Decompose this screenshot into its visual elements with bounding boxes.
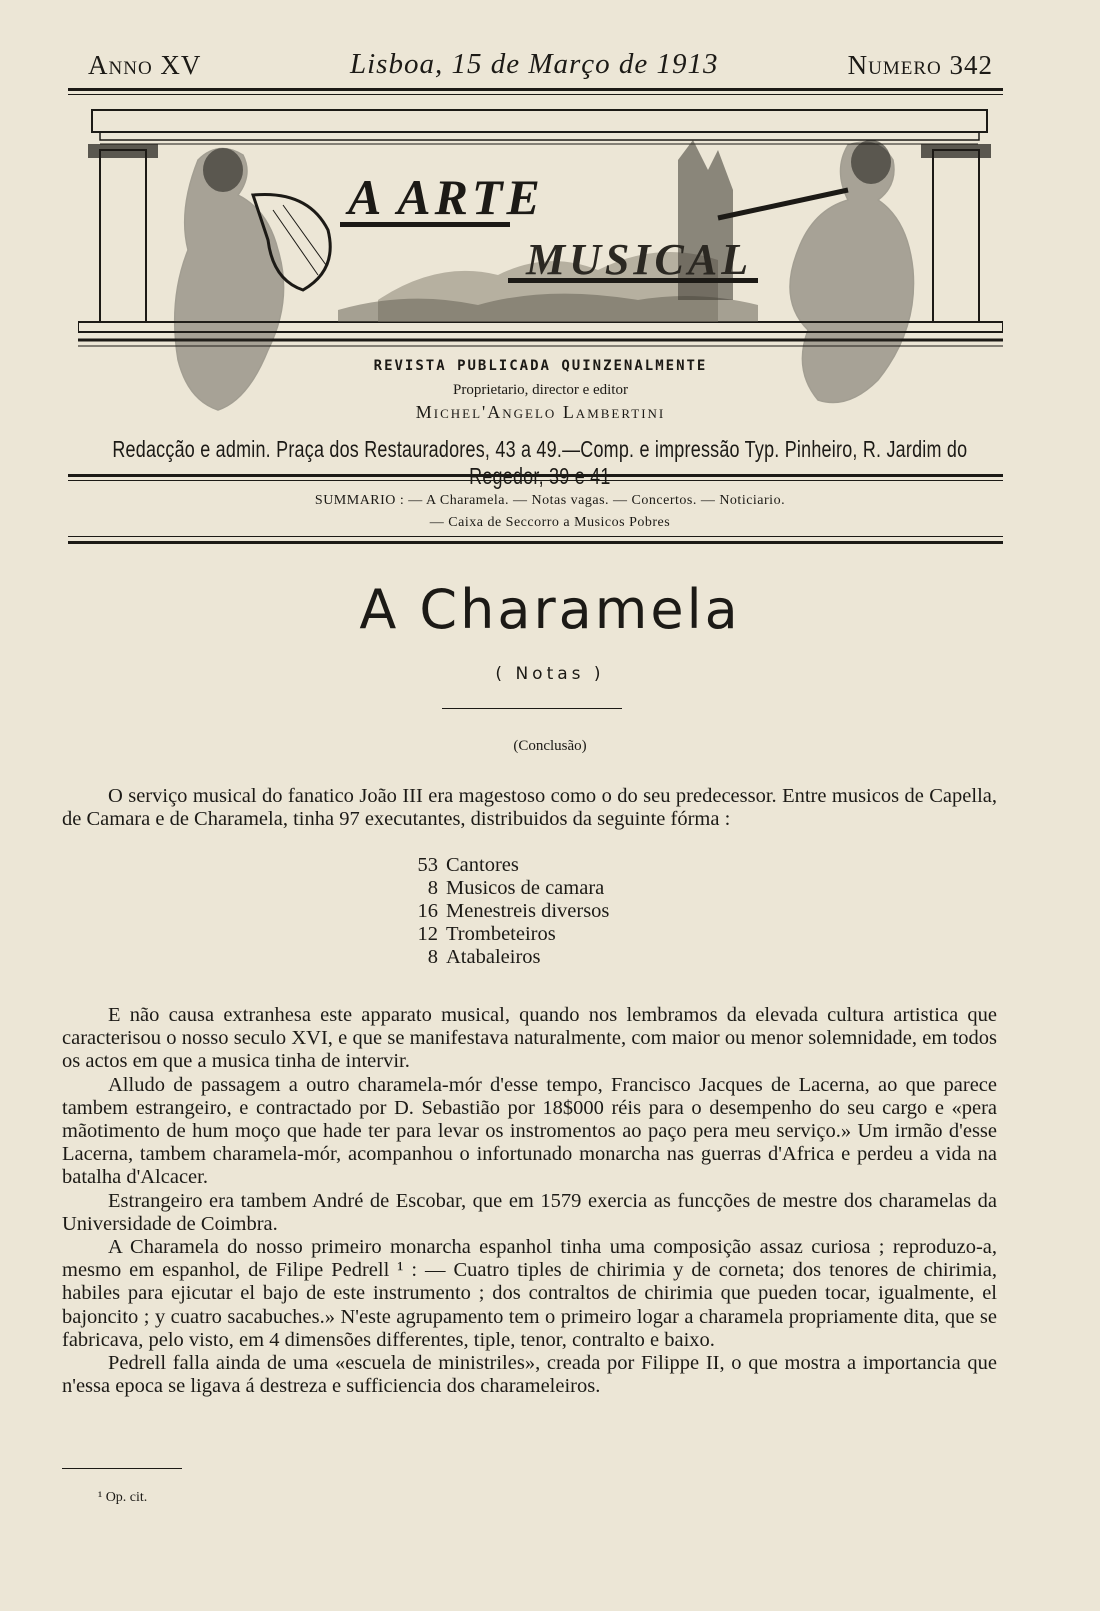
masthead <box>78 100 1003 430</box>
musician-list <box>400 854 609 969</box>
summary-line-2: — Caixa de Seccorro a Musicos Pobres <box>429 515 671 530</box>
paragraph-intro: O serviço musical do fanatico João III era magestoso como o do seu predecessor. Entre musicos de Capella, de Camara e de Charamela, tinha 97 executantes, distribuidos da seguinte fórma : <box>62 785 997 831</box>
issue-header <box>88 50 993 86</box>
list-item <box>400 877 609 900</box>
list-item-count: 8 <box>427 877 438 899</box>
masthead-title-line2: MUSICAL <box>526 235 753 284</box>
conclusion-label: (Conclusão) <box>513 738 587 754</box>
masthead-title-line1: A ARTE <box>348 169 544 225</box>
list-item <box>400 923 609 946</box>
summary-rule-top-1 <box>68 474 1003 477</box>
header-rule-top <box>68 88 1003 91</box>
list-item-count: 53 <box>417 854 438 876</box>
article-body <box>62 1004 997 1398</box>
list-item-count: 12 <box>417 923 438 945</box>
list-item-label: Atabaleiros <box>446 946 541 968</box>
masthead-proprietor: Proprietario, director e editor <box>453 382 628 398</box>
summary-line-1: SUMMARIO : — A Charamela. — Notas vagas. — Concertos. — Noticiario. <box>314 493 786 508</box>
footnote: ¹ Op. cit. <box>98 1490 148 1505</box>
paragraph: Estrangeiro era tambem André de Escobar, que em 1579 exercia as funcções de mestre dos charamelas da Universidade de Coimbra. <box>62 1189 997 1235</box>
masthead-editor: Michel'Angelo Lambertini <box>415 402 666 422</box>
paragraph: A Charamela do nosso primeiro monarcha espanhol tinha uma composição assaz curiosa ; reproduzo-a, mesmo em espanhol, de Filipe Pedrell ¹ : — Cuatro tiples de chirimia y de corneta; dos tenores de chirimia, habiles para ejicutar el bajo de este instrumento ; dos contraltos de chirimia que pueden tocar, igualmente, el bajoncito ; y cuatro sacabuches.» N'este agrupamento tem o primeiro logar a charamela propriamente dita, que se fabricava, pelo visto, em 4 dimensões differentes, tiple, tenor, contralto e baixo. <box>62 1236 997 1351</box>
masthead-subtitle: REVISTA PUBLICADA QUINZENALMENTE <box>373 358 708 374</box>
summary-rule-top-2 <box>68 480 1003 481</box>
issue-number: Numero 342 <box>847 50 993 80</box>
article-subtitle: ( Notas ) <box>495 664 605 684</box>
volume-label: Anno XV <box>88 50 202 80</box>
list-item <box>400 900 609 923</box>
article-title: A Charamela <box>359 578 741 641</box>
header-rule-bottom <box>68 94 1003 95</box>
footnote-divider <box>62 1468 182 1469</box>
summary-rule-bottom-1 <box>68 536 1003 537</box>
paragraph: Alludo de passagem a outro charamela-mór d'esse tempo, Francisco Jacques de Lacerna, ao que parece tambem estrangeiro, e contractado por D. Sebastião por 18$000 réis para o desempenho do seu cargo e «pera mãotimento de hum moço que hade ter para levar os instromentos ao paço pera meu serviço.» Um irmão d'esse Lacerna, tambem charamela-mór, acompanhou o infortunado monarcha nas guerras d'Africa e perdeu a vida na batalha d'Alcacer. <box>62 1073 997 1189</box>
list-item <box>400 854 609 877</box>
list-item-label: Menestreis diversos <box>446 900 610 922</box>
title-divider <box>442 708 622 709</box>
list-item-label: Trombeteiros <box>446 923 556 945</box>
summary-rule-bottom-2 <box>68 541 1003 544</box>
list-item-label: Cantores <box>446 854 519 876</box>
list-item <box>400 946 609 969</box>
list-item-label: Musicos de camara <box>446 877 605 899</box>
list-item-count: 8 <box>427 946 438 968</box>
paragraph: E não causa extranhesa este apparato musical, quando nos lembramos da elevada cultura artistica que caracterisou o nosso seculo XVI, e que se manifestava naturalmente, com maior ou menor solemnidade, em todos os actos em que a musica tinha de intervir. <box>62 1004 997 1073</box>
list-item-count: 16 <box>417 900 438 922</box>
paragraph: Pedrell falla ainda de uma «escuela de ministriles», creada por Filippe II, o que mostra a importancia que n'essa epoca se ligava á destreza e sufficiencia dos charameleiros. <box>62 1352 997 1398</box>
administration-line: Redacção e admin. Praça dos Restauradores, 43 a 49.—Comp. e impressão Typ. Pinheiro, R. Jardim do <box>112 436 968 462</box>
issue-date: Lisboa, 15 de Março de 1913 <box>350 48 719 80</box>
